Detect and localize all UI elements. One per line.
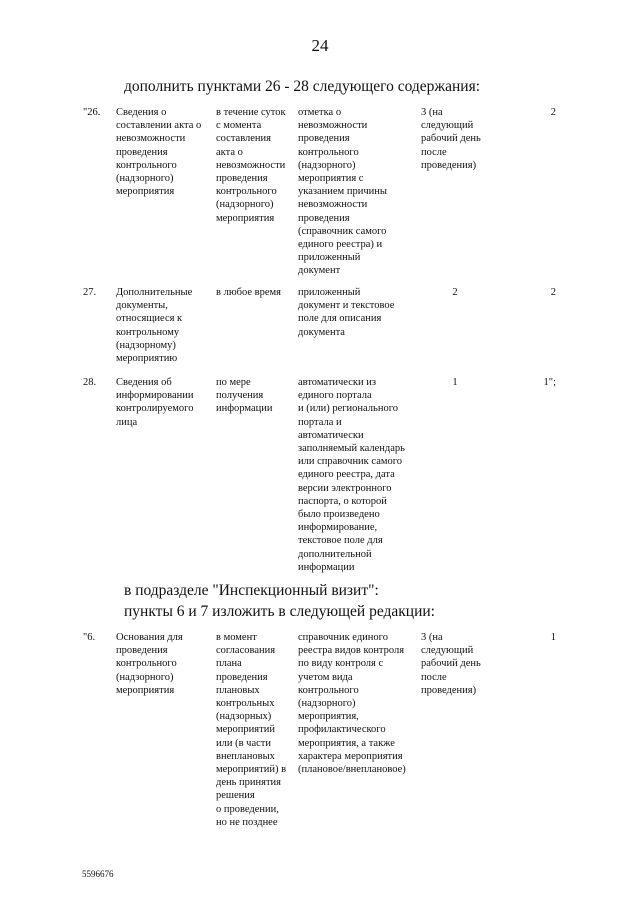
- row-days: 3 (на следующий рабочий день после проведения): [421, 107, 481, 171]
- row-number: 28.: [83, 377, 97, 388]
- page-number: 24: [311, 36, 329, 55]
- row-description: приложенный документ и текстовое поле для описания документа: [298, 287, 395, 338]
- row-days: 1: [452, 377, 458, 388]
- row-description: отметка о невозможности проведения контрольного (надзорного) мероприятия с указанием причины невозможности проведения (справочник самого единого реестра) и приложенный документ: [298, 107, 387, 277]
- row-level: 1: [550, 632, 556, 643]
- row-name: Дополнительные документы, относящиеся к контрольному (надзорному) мероприятию: [116, 287, 193, 365]
- row-level: 1";: [543, 377, 556, 388]
- row-timing: в течение суток с момента составления акта о невозможности проведения контрольного (надзорного) мероприятия: [216, 107, 286, 224]
- row-name: Сведения об информировании контролируемого лица: [116, 377, 194, 428]
- row-days: 2: [452, 287, 458, 298]
- row-level: 2: [550, 287, 556, 298]
- row-name: Основания для проведения контрольного (надзорного) мероприятия: [116, 632, 183, 696]
- row-days: 3 (на следующий рабочий день после проведения): [421, 632, 481, 696]
- row-description: автоматически из единого портала и (или) регионального портала и автоматически заполняемый календарь или справочник самого единого реестра, дата версии электронного паспорта, о которой было произведено информирование, текстовое поле для дополнительной информации: [298, 377, 405, 573]
- row-name: Сведения о составлении акта о невозможности проведения контрольного (надзорного) мероприятия: [116, 107, 202, 198]
- row-number: 27.: [83, 287, 97, 298]
- row-timing: по мере получения информации: [216, 377, 273, 415]
- row-number: "6.: [83, 632, 96, 643]
- row-timing: в момент согласования плана проведения плановых контрольных (надзорных) мероприятий или (в части внеплановых мероприятий) в день принятия решения о проведении, но не позднее: [216, 632, 287, 828]
- row-level: 2: [550, 107, 556, 118]
- heading-subsection: в подразделе "Инспекционный визит":: [124, 582, 379, 599]
- document-code: 5596676: [82, 869, 114, 879]
- row-description: справочник единого реестра видов контроля по виду контроля с учетом вида контрольного (надзорного) мероприятия, профилактического мероприятия, а также характера мероприятия (плановое/внеплановое): [298, 632, 406, 776]
- heading-add-items: дополнить пунктами 26 - 28 следующего содержания:: [124, 78, 481, 95]
- row-timing: в любое время: [216, 287, 282, 298]
- heading-replace-items: пункты 6 и 7 изложить в следующей редакции:: [124, 603, 435, 620]
- row-number: "26.: [83, 107, 101, 118]
